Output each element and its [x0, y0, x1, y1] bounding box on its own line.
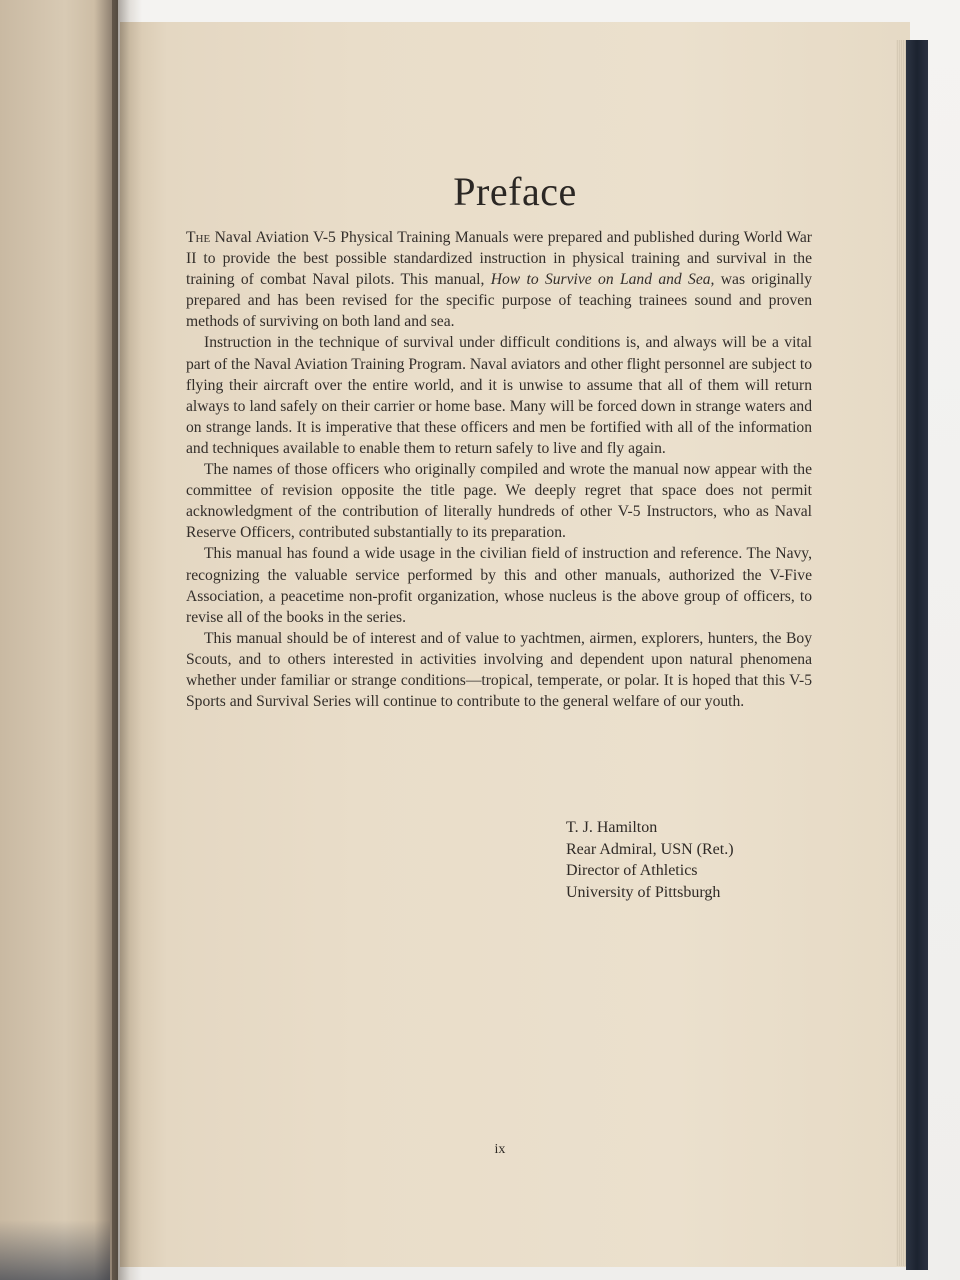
- left-cover-shadow: [0, 1220, 110, 1280]
- signature-line: Rear Admiral, USN (Ret.): [566, 840, 734, 858]
- book-title-italic: How to Survive on Land and Sea,: [490, 271, 715, 289]
- signature-line: T. J. Hamilton: [566, 819, 658, 836]
- preface-body: [186, 227, 812, 712]
- page-number: ix: [494, 1142, 506, 1157]
- left-page-edge: [0, 0, 118, 1280]
- signature-line: Director of Athletics: [566, 862, 698, 879]
- page-title: Preface: [453, 169, 577, 214]
- signature-line: University of Pittsburgh: [566, 883, 721, 901]
- paragraph: The names of those officers who originally compiled and wrote the manual now appear with the committee of revision opposite the title page. We deeply regret that space does not permit acknowledgment of the contribution of literally hundreds of other V-5 Instructors, who as Naval Reserve Officers, contributed substantially to its preparation.: [186, 461, 812, 542]
- signature-block: [566, 817, 734, 903]
- book-cover-edge: [906, 40, 928, 1270]
- paragraph-text: Naval Aviation V-5 Physical Training Manuals were prepared and published during World War II to provide the best possible standardized instruction in physical training and survival in the training of combat Naval pilots. This manual,: [186, 229, 812, 289]
- paragraph: This manual has found a wide usage in the civilian field of instruction and reference. The Navy, recognizing the valuable service performed by this and other manuals, authorized the V-Five Association, a peacetime non-profit organization, whose nucleus is the above group of officers, to revise all of the books in the series.: [186, 545, 812, 626]
- paragraph: [186, 227, 812, 332]
- paragraph-tail: was originally prepared and has been revised for the specific purpose of teaching trainees sound and proven methods of surviving on both land and sea.: [186, 271, 813, 331]
- paragraph: Instruction in the technique of survival under difficult conditions is, and always will be a vital part of the Naval Aviation Training Program. Naval aviators and other flight personnel are subject to flying their aircraft over the entire world, and it is unwise to assume that all of them will return always to land safely on their carrier or home base. Many will be forced down in strange waters and on strange lands. It is imperative that these officers and men be fortified with all of the information and techniques available to enable them to return safely to live and fly again.: [186, 334, 812, 457]
- paragraph-lead: The: [186, 229, 211, 246]
- paragraph: This manual should be of interest and of value to yachtmen, airmen, explorers, hunters, the Boy Scouts, and to others interested in activities involving and dependent upon natural phenomena whether under familiar or strange conditions—tropical, temperate, or polar. It is hoped that this V-5 Sports and Survival Series will continue to contribute to the general welfare of our youth.: [186, 629, 812, 711]
